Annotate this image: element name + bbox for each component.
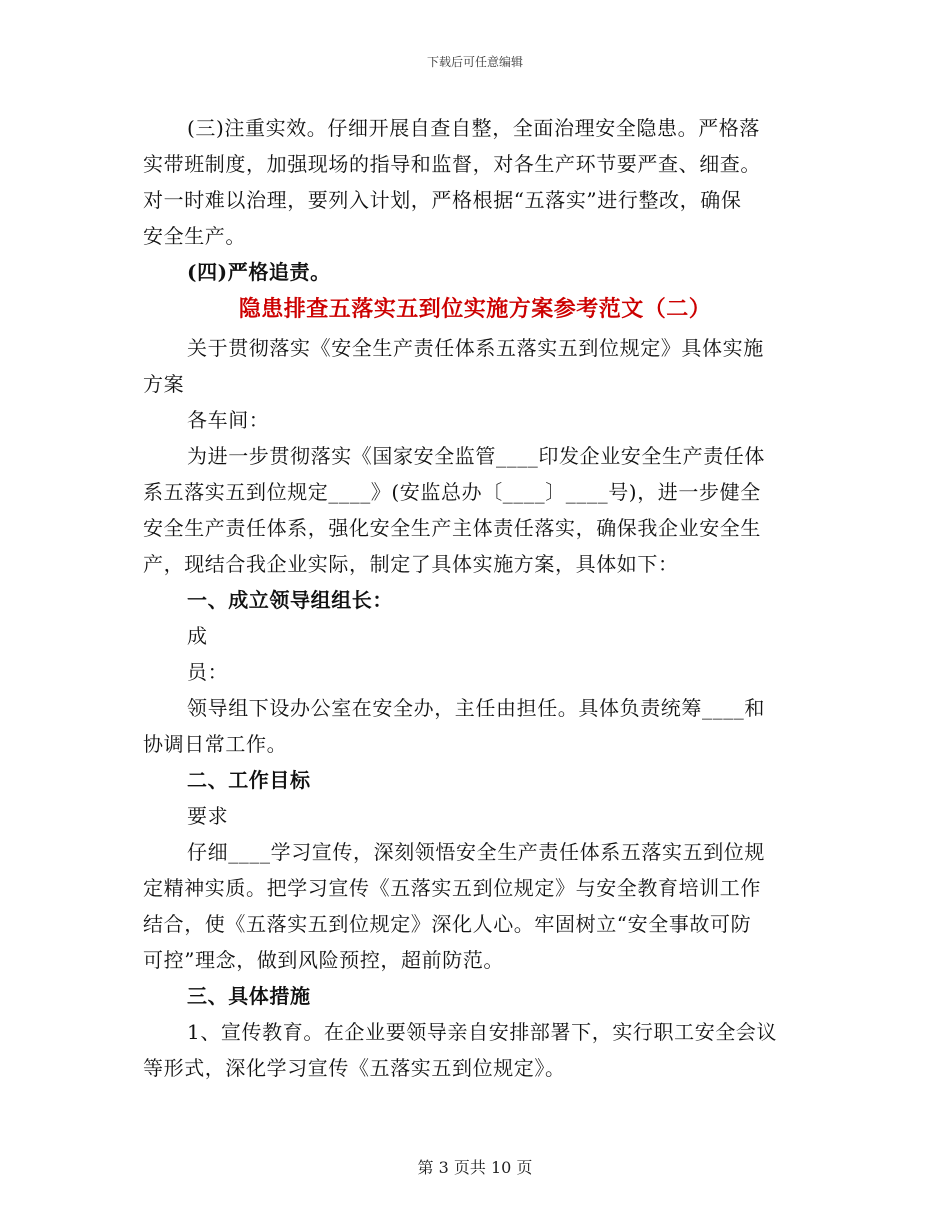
paragraph-line: 对一时难以治理，要列入计划，严格根据“五落实”进行整改，确保 [143,188,742,212]
salutation: 各车间： [187,408,270,432]
paragraph-line: 定精神实质。把学习宣传《五落实五到位规定》与安全教育培训工作 [143,876,761,900]
header-note: 下载后可任意编辑 [426,55,523,69]
paragraph-line: 仔细____学习宣传，深刻领悟安全生产责任体系五落实五到位规 [187,840,765,864]
document-title: 隐患排查五落实五到位实施方案参考范文（二） [238,296,712,322]
paragraph-line: 结合，使《五落实五到位规定》深化人心。牢固树立“安全事故可防 [143,912,752,936]
paragraph-line: 协调日常工作。 [143,732,288,756]
paragraph-line: 为进一步贯彻落实《国家安全监管____印发企业安全生产责任体 [187,444,765,468]
paragraph-line: 可控”理念，做到风险预控，超前防范。 [143,948,505,972]
paragraph-line: 安全生产。 [143,224,246,248]
paragraph-line: 实带班制度，加强现场的指导和监督，对各生产环节要严查、细查。 [143,152,761,176]
paragraph-line: 领导组下设办公室在安全办，主任由担任。具体负责统筹____和 [187,696,765,720]
section-heading: (四)严格追责。 [187,260,331,284]
paragraph-line: 关于贯彻落实《安全生产责任体系五落实五到位规定》具体实施 [187,336,764,360]
section-heading: 二、工作目标 [187,768,311,792]
paragraph-line: (三)注重实效。仔细开展自查自整，全面治理安全隐患。严格落 [187,116,761,140]
members-label-b: 员： [187,660,229,684]
paragraph-line: 方案 [143,372,185,396]
document-body [143,110,807,1086]
members-label-a: 成 [187,624,208,648]
paragraph-line: 等形式，深化学习宣传《五落实五到位规定》。 [143,1056,566,1080]
page-footer: 第 3 页共 10 页 [417,1158,533,1177]
paragraph-line: 要求 [187,804,229,828]
paragraph-line: 产，现结合我企业实际，制定了具体实施方案，具体如下： [143,552,679,576]
paragraph-line: 1、宣传教育。在企业要领导亲自安排部署下，实行职工安全会议 [187,1020,778,1044]
section-heading: 一、成立领导组组长： [187,588,393,612]
paragraph-line: 系五落实五到位规定____》(安监总办〔____〕____号)，进一步健全 [143,480,761,504]
section-heading: 三、具体措施 [187,984,311,1008]
paragraph-line: 安全生产责任体系，强化安全生产主体责任落实，确保我企业安全生 [143,516,761,540]
